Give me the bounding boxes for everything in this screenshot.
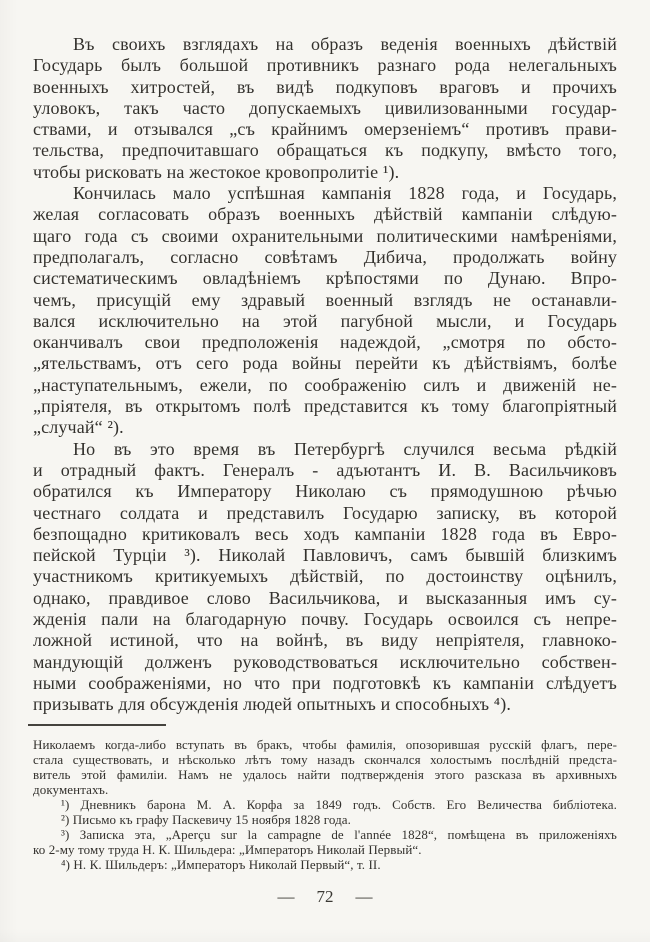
text-line: систематическимъ овладѣніемъ крѣпостями по Дунаю. Впро- <box>33 268 617 289</box>
footnote-continuation-line: стала существовать, и нѣсколько лѣтъ тому назадъ скончался холостымъ послѣдній предста- <box>33 752 617 767</box>
text-line: жденія пали на благодарную почву. Государь освоился съ непре- <box>33 609 617 630</box>
text-line: Но въ это время въ Петербургѣ случился весьма рѣдкій <box>73 438 617 459</box>
text-line: обратился къ Императору Николаю съ прямодушною рѣчью <box>33 481 617 502</box>
text-line: желая согласовать образъ военныхъ дѣйствій кампаніи слѣдую- <box>33 204 617 225</box>
footnote-3-line: ко 2-му тому труда Н. К. Шильдера: „Императоръ Николай Первый“. <box>33 842 422 857</box>
text-line: ложной истиной, что на войнѣ, въ виду непріятеля, главноко- <box>33 630 617 651</box>
page-number-dash-right: — <box>355 887 373 906</box>
text-line: предполагалъ, согласно совѣтамъ Дибича, продолжать войну <box>33 246 617 267</box>
text-line: „случай“ ²). <box>33 417 124 438</box>
text-line: и отрадный фактъ. Генералъ - адъютантъ И. В. Васильчиковъ <box>33 459 617 480</box>
footnote-continuation-line: документахъ. <box>33 782 109 797</box>
text-line: участникомъ критикуемыхъ дѣйствій, по достоинству оцѣнилъ, <box>33 566 617 587</box>
text-line: призывать для обсужденія людей опытныхъ и способныхъ ⁴). <box>33 694 512 715</box>
text-line: военныхъ хитростей, въ видѣ подкуповъ враговъ и прочихъ <box>33 76 617 97</box>
text-line: чемъ, присущій ему здравый военный взглядъ не останавли- <box>33 289 617 310</box>
footnote-separator <box>28 724 166 726</box>
page-number-value: 72 <box>316 887 334 906</box>
text-line: вался исключительно на этой пагубной мысли, и Государь <box>33 310 617 331</box>
footnote-continuation-line: Николаемъ когда-либо вступать въ бракъ, чтобы фамилія, опозорившая русскій флагъ, пере- <box>33 737 617 752</box>
text-line: безпощадно критиковалъ весь ходъ кампаніи 1828 года въ Евро- <box>33 523 617 544</box>
text-line: щаго года съ своими охранительными политическими намѣреніями, <box>33 225 617 246</box>
text-line: „пріятеля, въ открытомъ полѣ представится къ тому благопріятный <box>33 396 617 417</box>
main-text <box>33 34 617 716</box>
paragraph-2 <box>33 183 617 439</box>
text-line: ствами, и отзывался „съ крайнимъ омерзеніемъ“ противъ прави- <box>33 119 617 140</box>
paragraph-3 <box>33 439 617 716</box>
text-line: мандующій долженъ руководствоваться исключительно собствен- <box>33 651 617 672</box>
text-line: Кончилась мало успѣшная кампанія 1828 года, и Государь, <box>73 183 617 204</box>
text-line: чтобы рисковать на жестокое кровопролитіе ¹). <box>33 161 400 182</box>
page-number-dash-left: — <box>277 887 295 906</box>
page-number <box>0 887 650 907</box>
text-line: однако, правдивое слово Васильчикова, и высказанныя имъ су- <box>33 587 617 608</box>
footnotes <box>33 737 617 872</box>
footnote-continuation-line: витель этой фамиліи. Намъ не удалось найти подтвержденія этого разсказа въ архивныхъ <box>33 767 617 782</box>
text-line: тельства, предпочитавшаго обращаться къ подкупу, вмѣсто того, <box>33 140 617 161</box>
text-line: ными соображеніями, но что при подготовкѣ къ кампаніи слѣдуетъ <box>33 672 617 693</box>
text-line: оканчивалъ свои предположенія надеждой, „смотря по обсто- <box>33 332 617 353</box>
text-line: честнаго солдата и представилъ Государю записку, въ которой <box>33 502 617 523</box>
footnote-3-line: ³) Записка эта, „Aperçu sur la campagne de l'année 1828“, помѣщена въ приложеніяхъ <box>61 827 617 842</box>
text-line: Государь былъ большой противникъ разнаго рода нелегальныхъ <box>33 55 617 76</box>
text-line: уловокъ, такъ часто допускаемыхъ цивилизованными государ- <box>33 97 617 118</box>
footnote-1: ¹) Дневникъ барона М. А. Корфа за 1849 годъ. Собств. Его Величества библіотека. <box>61 797 617 812</box>
paragraph-1 <box>33 34 617 183</box>
footnote-2: ²) Письмо къ графу Паскевичу 15 ноября 1828 года. <box>61 812 352 827</box>
text-line: Въ своихъ взглядахъ на образъ веденія военныхъ дѣйствій <box>73 34 617 54</box>
footnote-4: ⁴) Н. К. Шильдеръ: „Императоръ Николай Первый“, т. II. <box>61 857 381 872</box>
text-line: пейской Турціи ³). Николай Павловичъ, самъ бывшій близкимъ <box>33 545 617 566</box>
text-line: „наступательнымъ, ежели, по соображенію силъ и движеній не- <box>33 374 617 395</box>
text-line: „ятельствамъ, отъ сего рода войны перейти къ дѣйствіямъ, болѣе <box>33 353 617 374</box>
